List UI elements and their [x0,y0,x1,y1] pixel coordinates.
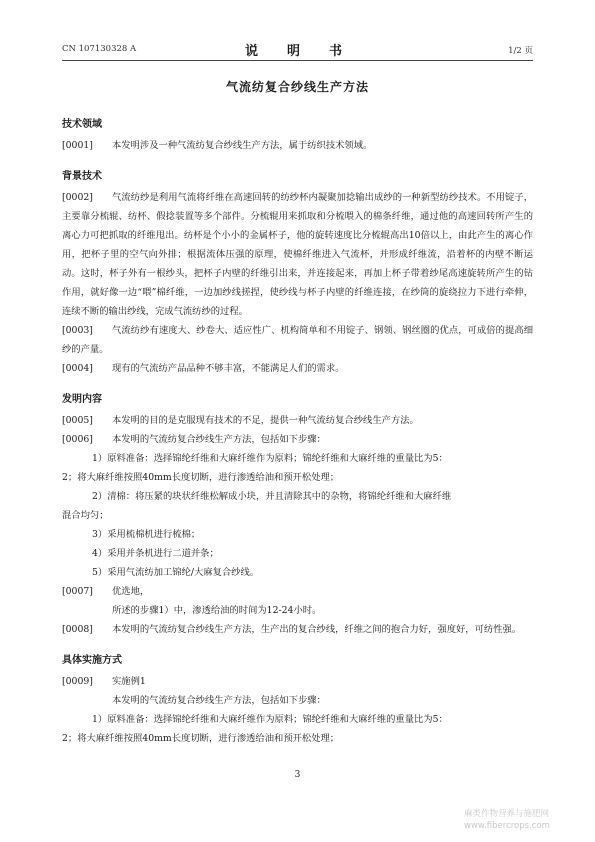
step-continuation: 混合均匀； [62,510,109,521]
step-item: 4）采用并条机进行二道并条； [92,548,219,559]
document-body [62,78,533,748]
step-item: 5）采用气流纺加工锦纶/大麻复合纱线。 [92,567,260,578]
page-number: 3 [294,770,301,780]
paragraph [62,620,533,639]
paragraph [62,359,533,378]
watermark-line: www.fibercrops.com [464,821,550,831]
watermark [464,808,550,832]
paragraph-number: [0006] [62,434,93,445]
watermark-line: 麻类作物营养与施肥网 [464,809,550,819]
page-indicator: 1/2 页 [508,46,533,56]
paragraph [62,188,533,321]
paragraph-text: 本发明的气流纺复合纱线生产方法，包括如下步骤： [112,434,326,445]
paragraph-text: 现有的气流纺产品品种不够丰富，不能满足人们的需求。 [112,363,345,374]
paragraph-number: [0008] [62,624,93,635]
paragraph-number: [0002] [62,192,93,203]
paragraph [62,691,533,710]
paragraph-number: [0004] [62,363,93,374]
paragraph-text: 实施例1 [112,676,146,687]
paragraph-text: 本发明的气流纺复合纱线生产方法，包括如下步骤： [112,695,326,706]
paragraph-number: [0009] [62,676,93,687]
document-type: 说 明 书 [244,44,350,59]
section-heading: 发明内容 [62,394,102,405]
paragraph [62,672,533,691]
paragraph-text: 本发明涉及一种气流纺复合纱线生产方法，属于纺织技术领域。 [112,140,373,151]
section-heading: 背景技术 [62,171,102,182]
paragraph [62,136,533,155]
step-item: 2）清棉：将压紧的块状纤维松解成小块，并且清除其中的杂物，将锦纶纤维和大麻纤维 [92,491,452,502]
paragraph-text: 气流纺纱是利用气流将纤维在高速回转的纺纱杯内凝聚加捻输出成纱的一种新型纺纱技术。不用锭子，主要靠分梳辊、纺杯、假捻装置等多个部件。分梳辊用来抓取和分梳喂入的棉条纤维，通过他的高速回转所产生的离心力可把抓取的纤维甩出。纺杯是个小小的金属杯子，他的旋转速度比分梳辊高出10倍以上，由此产生的离心作用，把杯子里的空气向外排；根据流体压强的原理，使棉纤维进入气流杯，并形成纤维流，沿着杯的内壁不断运动。这时，杯子外有一根纱头，把杯子内壁的纤维引出来，并连接起来，再加上杯子带着纱尾高速旋转所产生的钻作用，就好像一边“喂”棉纤维，一边加纱线搓捏，使纱线与杯子内壁的纤维连接，在纱筒的旋绕拉力下进行牵伸，连续不断的输出纱线，完成气流纺纱的过程。 [62,192,533,317]
paragraph [62,321,533,359]
header-rule [62,60,533,61]
publication-number: CN 107130328 A [62,44,137,54]
step-continuation: 2；将大麻纤维按照40mm长度切断，进行渗透给油和预开松处理； [62,472,340,483]
paragraph-number: [0001] [62,140,93,151]
paragraph [62,601,533,620]
paragraph-text: 优选地， [112,586,150,597]
invention-title: 气流纺复合纱线生产方法 [225,80,369,94]
section-heading: 技术领域 [62,119,102,130]
paragraph-text: 所述的步骤1）中，渗透给油的时间为12-24小时。 [112,605,322,616]
paragraph-number: [0003] [62,325,93,336]
paragraph-number: [0005] [62,415,93,426]
step-continuation: 2；将大麻纤维按照40mm长度切断，进行渗透给油和预开松处理； [62,733,340,744]
paragraph [62,411,533,430]
step-item: 1）原料准备：选择锦纶纤维和大麻纤维作为原料；锦纶纤维和大麻纤维的重量比为5： [92,714,448,725]
paragraph-number: [0007] [62,586,93,597]
paragraph [62,430,533,449]
section-heading: 具体实施方式 [62,655,122,666]
step-item: 1）原料准备：选择锦纶纤维和大麻纤维作为原料；锦纶纤维和大麻纤维的重量比为5： [92,453,448,464]
paragraph [62,582,533,601]
paragraph-text: 气流纺纱有速度大、纱卷大、适应性广、机构简单和不用锭子、钢领、钢丝圈的优点，可成倍的提高细纱的产量。 [62,325,533,355]
step-item: 3）采用梳棉机进行梳棉； [92,529,201,540]
paragraph-text: 本发明的气流纺复合纱线生产方法，生产出的复合纱线，纤维之间的抱合力好，强度好，可纺性强。 [112,624,522,635]
page-header [62,40,533,59]
paragraph-text: 本发明的目的是克服现有技术的不足，提供一种气流纺复合纱线生产方法。 [112,415,419,426]
